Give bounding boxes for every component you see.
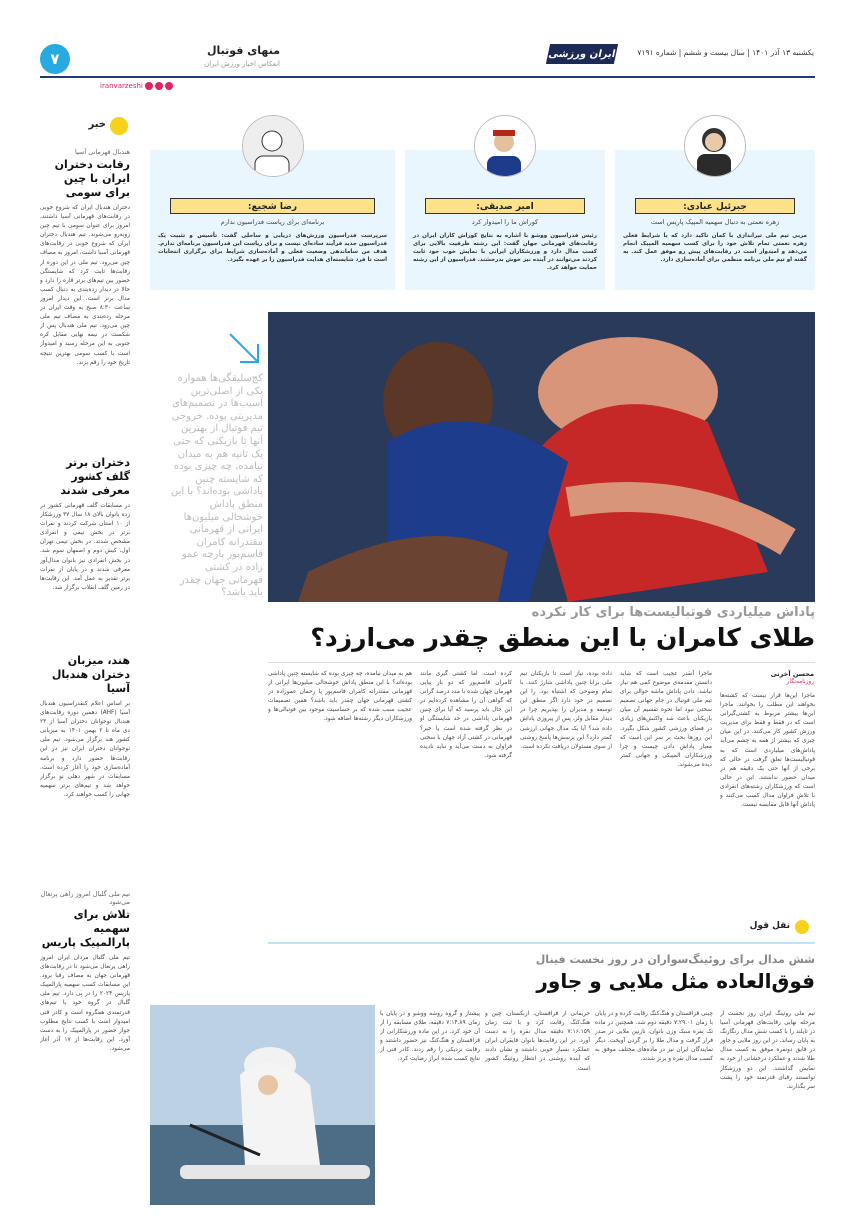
page-number: ۷	[40, 44, 70, 74]
divider	[268, 662, 815, 663]
twitter-icon[interactable]	[165, 82, 173, 90]
section-ribbon	[268, 942, 815, 944]
sidebar-story-text: دختران هندبال ایران که شروع خوبی در رقابت‌های قهرمانی آسیا داشتند، امروز برای عنوان سومی با تیم چین روبه‌رو می‌شوند. تیم هندبال دختران ایران که شروع خوبی در رقابت‌های قهرمانی آسیا داشت، امروز به مصاف چین می‌رود. تیم ملی در این دوره از رقابت‌ها ثابت کرد که شایستگی حضور بین تیم‌های برتر قاره را دارد و حالا در دیدار رده‌بندی به دنبال کسب مدال برنز است. این دیدار امروز ساعت ۸:۳۰ صبح به وقت ایران در مرحله رده‌بندی به مصاف تیم ملی چین می‌رود. تیم ملی هندبال پس از شکست در نیمه نهایی مقابل کره جنوبی به این مرحله رسید و امیدوار است با کسب سومی بهترین نتیجه تاریخ خود را رقم بزند.	[40, 205, 130, 366]
khabar-label: خبر	[88, 119, 106, 130]
story2-headline: فوق‌العاده مثل ملایی و جاور	[536, 969, 815, 993]
sidebar-story-title: رقابت دختران ایران با چین برای سومی	[54, 158, 130, 199]
sidebar-story	[40, 890, 130, 1190]
sidebar-story-title: هند، میزبان دختران هندبال آسیا	[51, 654, 130, 695]
sidebar-story-title: دختران برتر گلف کشور معرفی شدند	[60, 456, 130, 497]
feature-headline: طلای کامران با این منطق چقدر می‌ارزد؟	[310, 623, 815, 652]
author-role: روزنامه‌نگار	[786, 679, 814, 685]
feature-column: داده بوده، نیاز است تا بازیکنان تیم ملی برابا چنین پاداشی شارژ کنند. با تمام وضوحی که اشتباه بود، را این تصمیم در خود دارد اگر منطق این توسعه و مدیران را بپذیریم چرا در دیدار مقابل ولز، پس از پیروزی پاداش داده شد؟ آیا یک مدال جهانی ارزشی کمتر دارد؟ این پرسش‌ها پاسخ روشنی از سوی مسئولان دریافت نکرده است.	[520, 671, 612, 750]
sidebar-story-text: بر اساس اعلام کنفدراسیون هندبال آسیا (AHF) دهمین دوره رقابت‌های هندبال نوجوانان دختران آسیا از ۲۳ دی ماه تا ۲ بهمن ۱۴۰۱ به میزبانی کشور هند برگزار می‌شود. تیم ملی نوجوانان دختران ایران نیز در این رقابت‌ها حضور دارد و برنامه آماده‌سازی خود را آغاز کرده است. مسابقات در شهر دهلی نو برگزار خواهد شد و تیم‌های برتر سهمیه جهانی را کسب خواهند کرد.	[40, 701, 130, 798]
social-handle[interactable]: iranvarzeshi	[100, 82, 143, 90]
pull-quote: کج‌سلیقگی‌ها همواره یکی از اصلی‌ترین آسیب‌ها در تصمیم‌های مدیریتی بوده. خروجی تیم فوتبال از بهترین آنها تا بازیکنی که حتی یک ثانیه هم به میدان نیامده، چه چیزی بوده که شایسته چنین پاداشی بوده‌اند؟ با این منطق پاداش خوشحالی میلیون‌ها ایرانی از قهرمانی مقتدرانه کامران قاسم‌پور پارچه عمو زاده در کشتی قهرمانی جهان چقدر باید باشد؟	[170, 373, 263, 599]
opinion-body: رئیس فدراسیون ووشو با اشاره به نتایج کوراش کاران ایران در رقابت‌های قهرمانی جهان گفت: این رشته ظرفیت بالایی برای کسب مدال دارد و ورزشکاران ایرانی با نمایش خوب خود ثابت کردند می‌توانند در آینده نیز خوش بدرخشند. فدراسیون از این رشته حمایت خواهد کرد.	[413, 233, 597, 271]
wrestling-photo	[268, 312, 815, 602]
opinion-name: امیر صدیقی:	[425, 198, 585, 214]
story2-column: حریفانی از قزاقستان، ازبکستان، چین و هنگ‌کنگ رقابت کرد و با ثبت زمان ۷:۱۶.۱۵۹ دقیقه مدال نقره را به دست آورد. در این رقابت‌ها بانوان قایقران ایران عملکرد بسیار خوبی داشتند و نشان دادند که آینده روشنی در انتظار روئینگ کشور است.	[485, 1011, 590, 1072]
feature-column: هم به میدان نیامده، چه چیزی بوده که شایسته چنین پاداشی بوده‌اند؟ با این منطق پاداش خوشحالی میلیون‌ها ایرانی از قهرمانی مقتدرانه کامران قاسم‌پور یا رحمان عموزاده در کشتی قهرمانی جهان چقدر باید باشد؟ همین تصمیمات عجیب سبب شده که بر حساسیت موجود بین فوتبالی‌ها و ورزشکاران دیگر رشته‌ها اضافه شود.	[268, 671, 412, 723]
portrait-avatar	[474, 115, 536, 177]
portrait-avatar	[684, 115, 746, 177]
opinion-body: سرپرست فدراسیون ورزش‌های دریایی و ساحلی گفت: تأسیس و تثبیت یک فدراسیون جدید فرآیند ساده‌ای نیست و برای ریاست این فدراسیون برنامه‌ای ندارم. هدف من ساماندهی وضعیت فعلی و آماده‌سازی شرایط برای برگزاری انتخابات است تا فرد شایسته‌ای هدایت فدراسیون را بر عهده بگیرد.	[158, 233, 387, 263]
sidebar-story-kicker: تیم ملی گلبال امروز راهی پرتغال می‌شود	[40, 890, 130, 906]
sidebar-story	[40, 148, 130, 456]
issue-line: یکشنبه ۱۳ آذر ۱۴۰۱ | سال بیست و ششم | شماره ۷۱۹۱	[637, 48, 814, 57]
sidebar-story-text: در مسابقات گلف قهرمانی کشور در رده بانوان بالای ۱۸ سال ۳۷ ورزشکار از ۱۰ استان شرکت کردند و نفرات برتر در بخش تیمی و انفرادی مشخص شدند. در بخش تیمی تهران اول، کیش دوم و اصفهان سوم شد. در بخش انفرادی نیز بانوان مدال‌آور معرفی شدند و در پایان از نفرات برتر تقدیر به عمل آمد. این رقابت‌ها در زمین گلف انقلاب برگزار شد.	[40, 503, 130, 591]
story2-column: پیشتاز و گروه روشه ووشو و در پایان با زمان ۷:۱۴.۸۹ دقیقه، طلای مسابقه را از آن خود کرد. در این ماده ورزشکارانی از قزاقستان و هنگ‌کنگ نیز حضور داشتند و رقابت نزدیکی را رقم زدند. کادر فنی از نتایج کسب شده ابراز رضایت کرد.	[380, 1011, 480, 1063]
opinion-body: مربی تیم ملی تیراندازی با کمان تاکید دارد که با شرایط فعلی زهره نعمتی تمام تلاش خود را برای کسب سهمیه المپیک انجام می‌دهد و امیدوار است در رقابت‌های پیش رو موفق عمل کند. به گفته او تیم ملی برنامه منظمی برای آماده‌سازی دارد.	[623, 233, 807, 263]
arrow-down-right-icon	[226, 330, 262, 366]
portrait-avatar	[242, 115, 304, 177]
story2-kicker: شش مدال برای روئینگ‌سواران در روز نخست فینال	[535, 953, 815, 966]
quote-badge-icon	[795, 920, 809, 934]
rowing-photo	[150, 1005, 375, 1205]
opinion-box	[405, 150, 605, 290]
sidebar-story-title: تلاش برای سهمیه پارالمپیک پاریس	[41, 908, 130, 949]
quote-label: نقل قول	[749, 921, 790, 931]
opinion-name: رضا شجیع:	[170, 198, 375, 214]
sidebar-story-text: تیم ملی گلبال مردان ایران امروز راهی پرتغال می‌شود تا در رقابت‌های قهرمانی جهان به مصاف رقبا برود. این مسابقات کسب سهمیه پارالمپیک پاریس ۲۰۲۴ را در پی دارد. تیم ملی گلبال در گروه خود با تیم‌های قدرتمندی همگروه است و کادر فنی امیدوار است با کسب نتایج مطلوب جواز حضور در پارالمپیک را به دست آورد. این رقابت‌ها از ۱۷ آذر آغاز می‌شود.	[40, 955, 130, 1052]
opinion-box	[615, 150, 815, 290]
khabar-badge-icon	[110, 117, 128, 135]
header-rule	[40, 76, 815, 78]
opinion-role: برنامه‌ای برای ریاست فدراسیون ندارم	[220, 218, 325, 226]
newspaper-logo: ایران ورزشی	[546, 44, 618, 64]
sidebar-story	[40, 456, 130, 654]
opinion-role: زهره نعمتی به دنبال سهمیه المپیک پاریس است	[650, 218, 780, 226]
opinion-box	[150, 150, 395, 290]
story2-column: تیم ملی روئینگ ایران روز نخست از مرحله نهایی رقابت‌های قهرمانی آسیا در تایلند را با کسب شش مدال رنگارنگ به پایان رساند. در این روز ملایی و جاور در قایق دونفره موفق به کسب مدال طلا شدند و عملکرد درخشانی از خود به نمایش گذاشتند. این دو ورزشکار توانستند رقبای قدرتمند خود را پشت سر بگذارند.	[720, 1011, 815, 1090]
feature-column: ماجرا این‌ها قرار نیست که کشته‌ها بخواهند این مطلب را بخوانند. ماجرا این‌ها بیشتر مربوط به کشتی‌گیرانی است که در فقط و فقط برای مدیریت ورزش کشور کار می‌کنند. در این میان چیزی که بیشتر از همه به چشم می‌آید پاداش‌های میلیاردی است که به فوتبالیست‌ها تعلق گرفت در حالی که برخی از آنها حتی یک دقیقه هم در میدان حضور نداشتند. این در حالی است که ورزشکاران رشته‌های انفرادی با تلاش فراوان مدال کسب می‌کنند و پاداش آنها قابل مقایسه نیست.	[720, 693, 815, 809]
author-name: محسن آخرتی	[770, 670, 814, 678]
telegram-icon[interactable]	[145, 82, 153, 90]
section-title: منهای فوتبال	[207, 44, 280, 57]
sidebar-story	[40, 654, 130, 890]
instagram-icon[interactable]	[155, 82, 163, 90]
story2-column: چینی قزاقستان و هنگ‌کنگ رقابت کرده و در پایان با زمان ۷:۲۹.۰۱ دقیقه دوم شد. همچنین در ماده تک نفره سبک وزن بانوان، نازنین ملایی در صدر قرار گرفت و مدال طلا را بر گردن آویخت. دیگر نمایندگان ایران نیز در ماده‌های مختلف موفق به کسب مدال نقره و برنز شدند.	[595, 1011, 713, 1063]
social-handles[interactable]	[98, 80, 183, 92]
feature-column: کرده است. اما کشتی گیری مانند کامران قاسم‌پور که دو بار پیاپی قهرمان جهان شده با مدد درصد گرانی که گواهی آن را مشاهده کرده‌ایم در این حال باید پرسید که آیا برای چنین قهرمانی پاداشی در حد شایستگی او در نظر گرفته شده است یا خیر؟ قهرمانی در کشتی آزاد جهان با سختی فراوان به دست می‌آید و نباید نادیده گرفته شود.	[420, 671, 512, 759]
feature-kicker: پاداش میلیاردی فوتبالیست‌ها برای کار نکرده	[531, 605, 815, 620]
section-subtitle: انعکاس اخبار ورزش ایران	[204, 60, 280, 68]
sidebar-story-kicker: هندبال قهرمانی آسیا	[74, 148, 130, 156]
opinion-name: جبرئیل عبادی:	[635, 198, 795, 214]
feature-column: ماجرا آنقدر عجیب است که شاید دانستن مقدمه‌ی موضوع کمی هم نیاز نباشد. دادن پاداش ماشه حوالی برای تیم ملی فوتبال در جام جهانی تصمیم سختی نبود اما نحوه تقسیم آن میان بازیکنان باعث شد واکنش‌های زیادی در فضای ورزشی کشور شکل بگیرد. این روزها بحث بر سر این است که معیار پاداش دادن چیست و چرا ورزشکاران المپیکی و جهانی کمتر دیده می‌شوند.	[620, 671, 712, 768]
news-sidebar	[40, 148, 130, 1190]
opinion-role: کوراش ما را امیدوار کرد	[471, 218, 539, 226]
